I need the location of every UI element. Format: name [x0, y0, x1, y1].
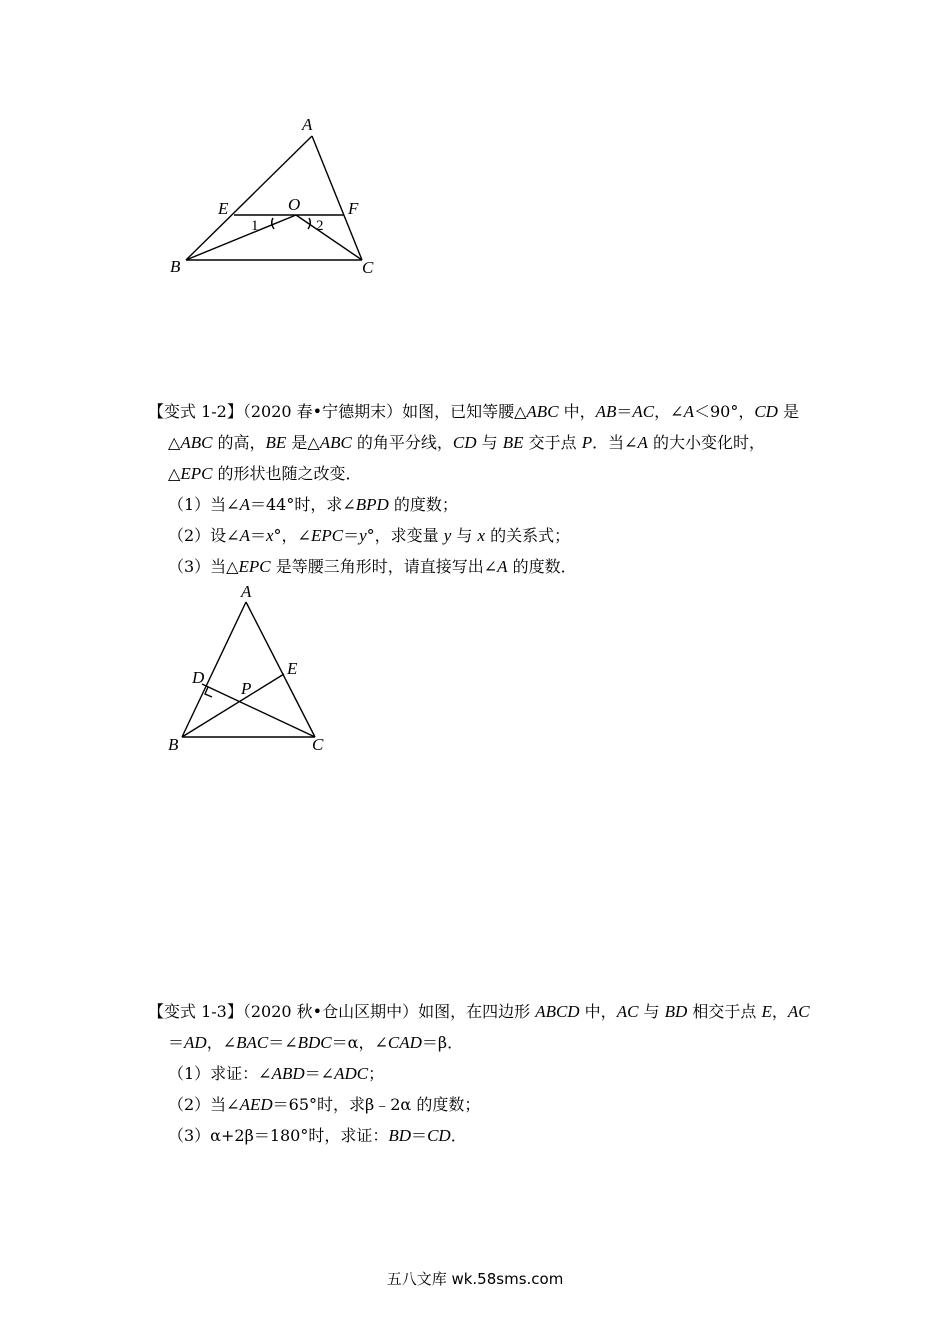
label-c: C	[362, 258, 374, 277]
problem-1-2-source: （2020 春•宁德期末）	[242, 402, 403, 421]
label-b: B	[170, 257, 181, 276]
label-o: O	[288, 195, 301, 214]
problem-1-3-line-1: 【变式 1-3】（2020 秋•仓山区期中）如图，在四边形 ABCD 中，AC 与 BD 相交于点 E，AC	[148, 1002, 810, 1021]
problem-1-2-question-1: （1）当∠A＝44°时，求∠BPD 的度数；	[168, 495, 458, 514]
problem-1-3-line-2: ＝AD，∠BAC＝∠BDC＝α，∠CAD＝β．	[168, 1033, 464, 1052]
segment-cd	[202, 684, 315, 737]
segment-ac	[246, 602, 315, 737]
problem-1-3-question-1: （1）求证：∠ABD＝∠ADC；	[168, 1064, 385, 1083]
segment-ac	[312, 136, 362, 260]
problem-1-2-line-2: △ABC 的高，BE 是△ABC 的角平分线，CD 与 BE 交于点 P．当∠A 的大小变化时，	[168, 433, 765, 452]
page-footer: 五八文库 wk.58sms.com	[386, 1270, 564, 1288]
problem-1-2-tag: 【变式 1-2】	[148, 402, 243, 421]
label-angle-1: 1	[251, 218, 259, 234]
label-a: A	[241, 582, 252, 601]
label-e: E	[218, 199, 229, 218]
label-c: C	[312, 735, 324, 754]
figure-1-svg	[160, 110, 400, 290]
label-b: B	[168, 735, 179, 754]
problem-1-2-question-2: （2）设∠A＝x°，∠EPC＝y°，求变量 y 与 x 的关系式；	[168, 526, 571, 545]
label-d: D	[192, 668, 205, 687]
label-e: E	[287, 659, 298, 678]
problem-1-3-question-2: （2）当∠AED＝65°时，求β﹣2α 的度数；	[168, 1095, 481, 1114]
figure-triangle-abc-dep	[160, 582, 360, 762]
figure-2-svg	[160, 582, 360, 762]
problem-1-2-line-1: 【变式 1-2】（2020 春•宁德期末）如图，已知等腰△ABC 中，AB＝AC，∠A＜90°，CD 是	[148, 402, 800, 421]
problem-1-2-question-3: （3）当△EPC 是等腰三角形时，请直接写出∠A 的度数．	[168, 557, 577, 576]
problem-1-3-question-3: （3）α+2β＝180°时，求证：BD＝CD．	[168, 1126, 467, 1145]
problem-1-3-tag: 【变式 1-3】	[148, 1002, 243, 1021]
segment-oc	[296, 215, 362, 260]
problem-1-2-line-3: △EPC 的形状也随之改变．	[168, 464, 362, 483]
figure-triangle-abc-efo	[160, 110, 400, 290]
label-angle-2: 2	[316, 218, 324, 234]
problem-1-3-source: （2020 秋•仓山区期中）	[242, 1002, 419, 1021]
label-p: P	[241, 679, 252, 698]
label-a: A	[302, 115, 313, 134]
label-f: F	[348, 199, 359, 218]
segment-bo	[186, 215, 296, 260]
